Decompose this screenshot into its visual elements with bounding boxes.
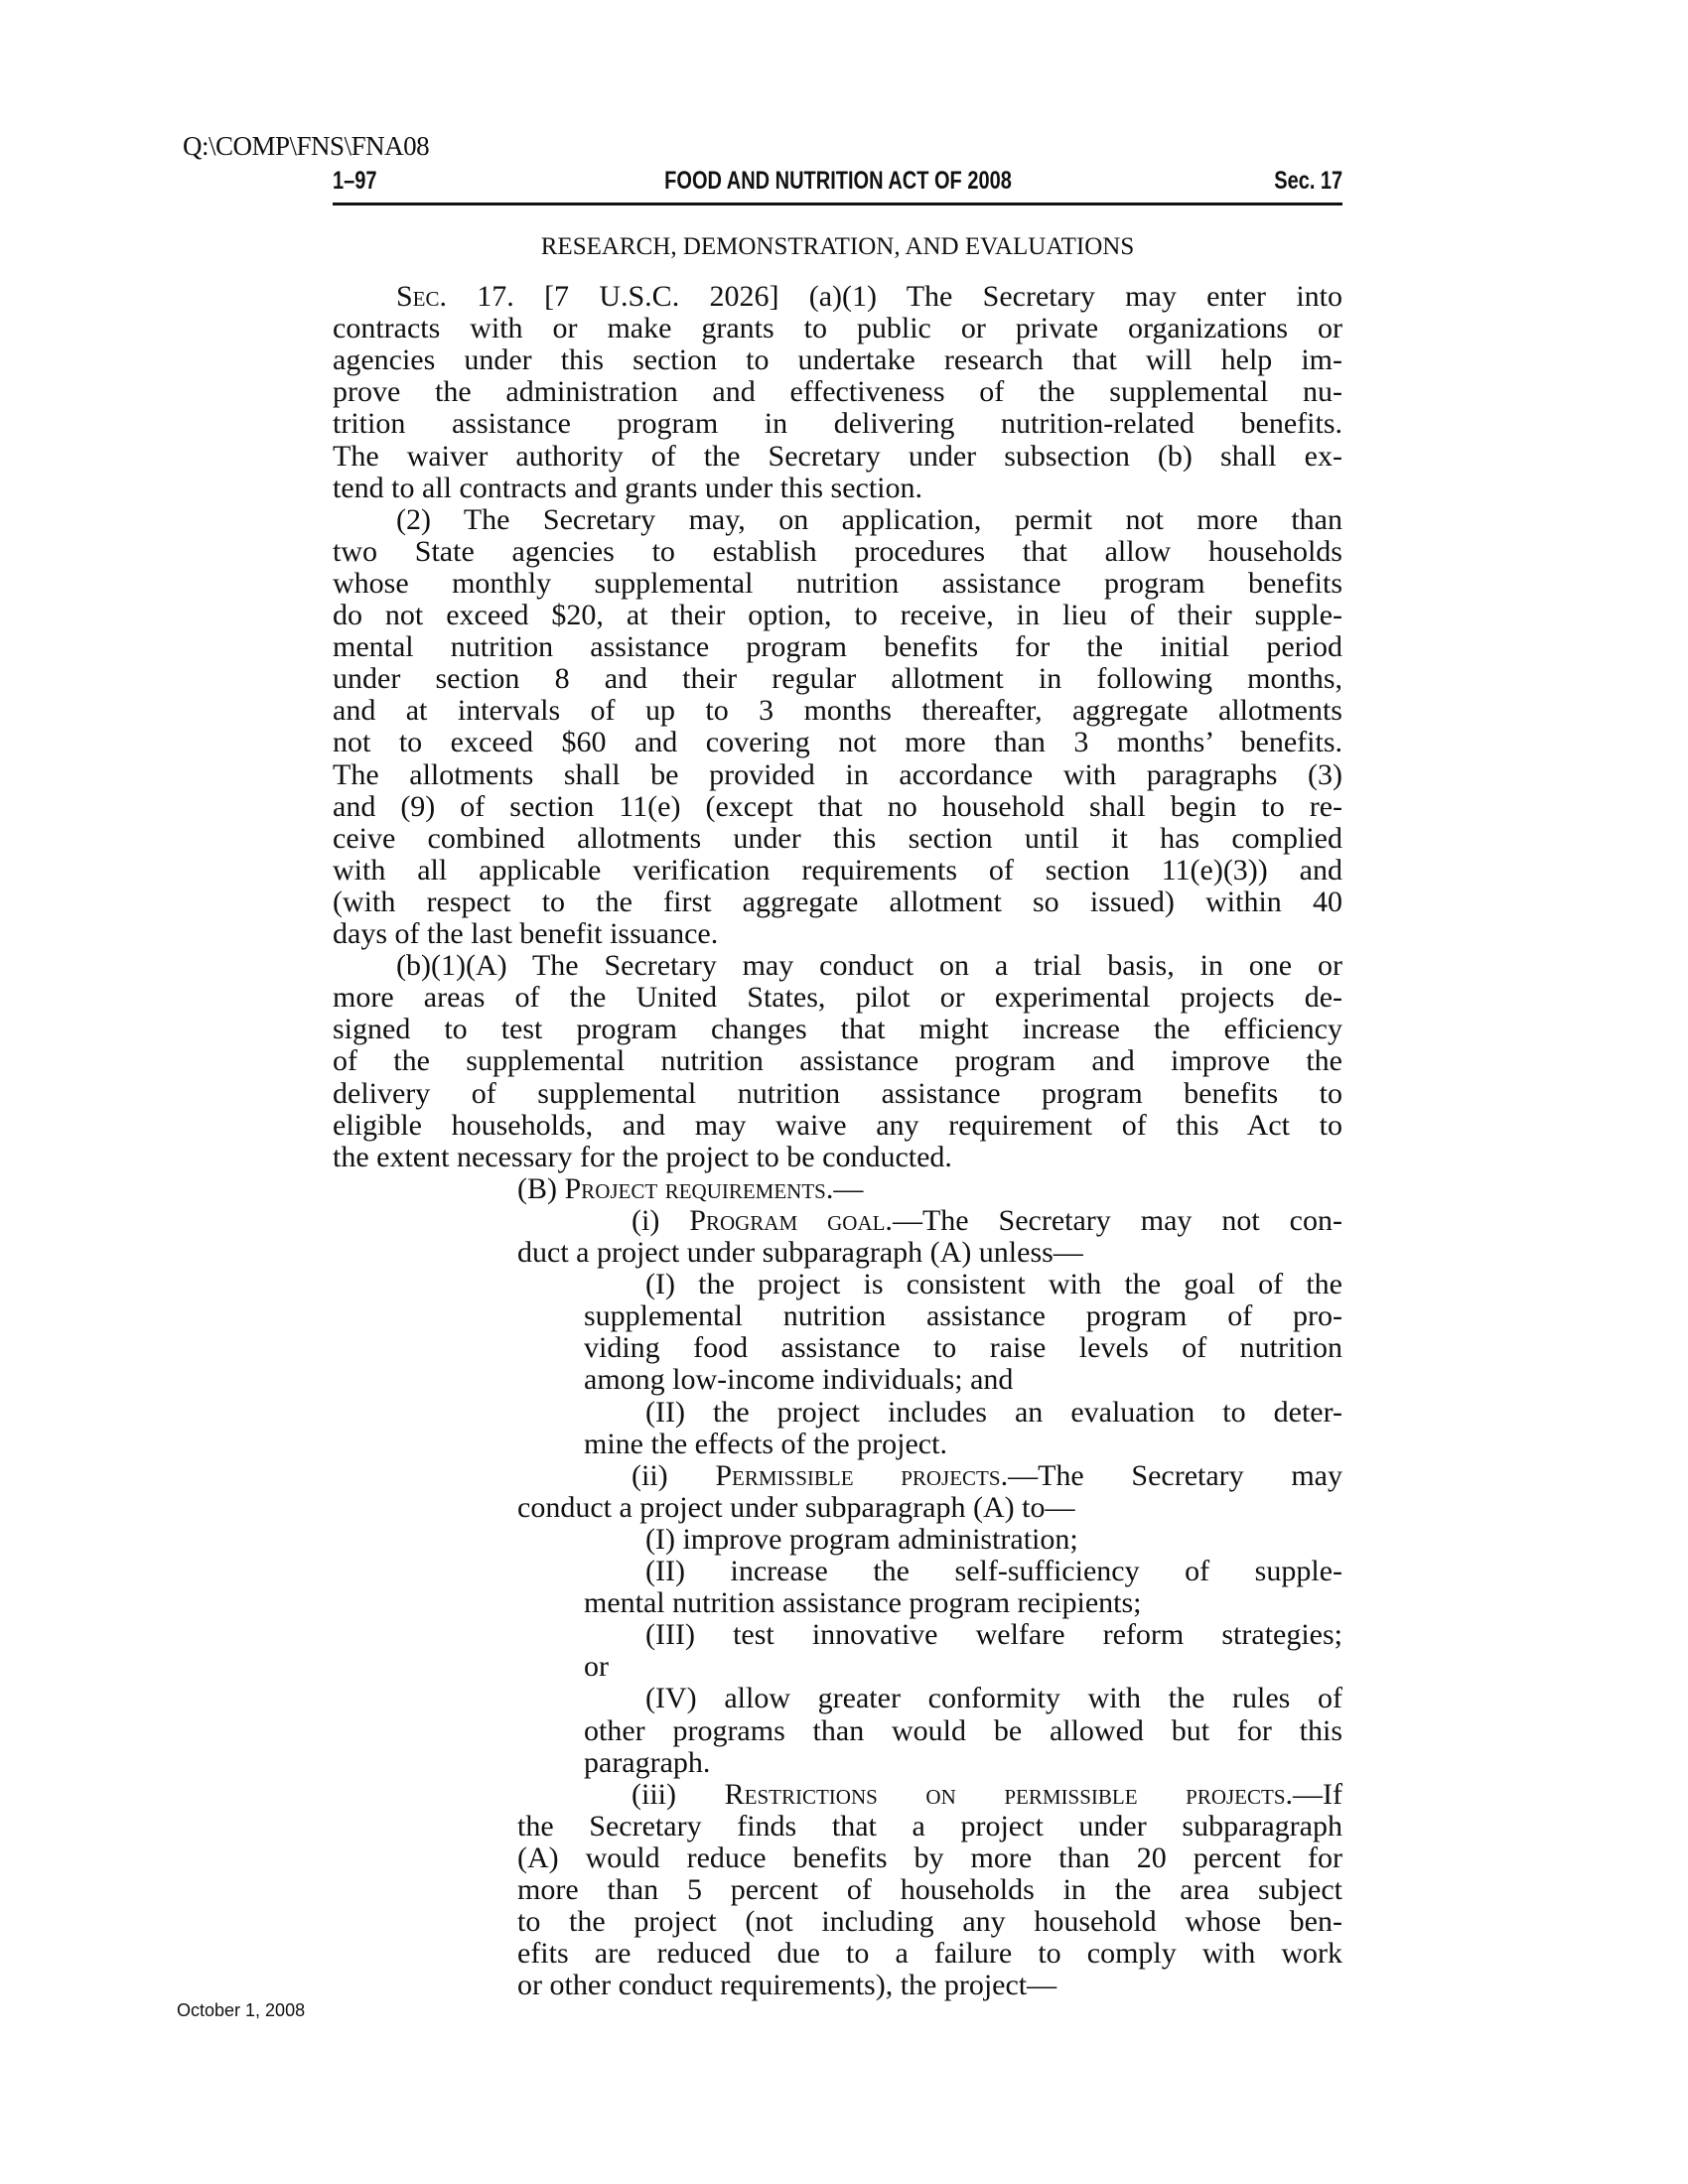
page-number: 1–97 xyxy=(333,167,377,195)
line-text: —If xyxy=(1293,1777,1342,1811)
line-text: —The Secretary may not con- xyxy=(892,1203,1342,1237)
line-text: supplemental nutrition assistance program of pro- xyxy=(584,1299,1342,1333)
line-text: (III) test innovative welfare reform strategies; xyxy=(645,1618,1342,1652)
line-text: conduct a project under subparagraph (A) to— xyxy=(517,1490,1075,1524)
text-line xyxy=(645,1524,1342,1556)
line-text: to the project (not including any household whose ben- xyxy=(517,1905,1342,1939)
text-line xyxy=(645,1683,1342,1714)
text-line xyxy=(584,1300,1342,1332)
text-line xyxy=(333,631,1342,663)
line-text: not to exceed $60 and covering not more than 3 months’ benefits. xyxy=(333,726,1342,759)
text-line xyxy=(333,408,1342,440)
small-caps-heading: Sec. xyxy=(396,280,448,313)
small-caps-heading: Permissible projects. xyxy=(715,1458,1009,1492)
text-line xyxy=(645,1556,1342,1587)
line-text: of the supplemental nutrition assistance program and improve the xyxy=(333,1044,1342,1078)
line-text: 17. [7 U.S.C. 2026] (a)(1) The Secretary may enter into xyxy=(447,280,1342,313)
text-line xyxy=(333,663,1342,695)
line-text: (I) the project is consistent with the goal of the xyxy=(645,1268,1342,1301)
text-line xyxy=(632,1779,1342,1811)
line-text: mine the effects of the project. xyxy=(584,1427,947,1460)
line-text: — xyxy=(833,1171,864,1205)
text-line xyxy=(333,568,1342,600)
text-line xyxy=(333,982,1342,1014)
act-title: FOOD AND NUTRITION ACT OF 2008 xyxy=(663,167,1012,195)
text-line xyxy=(632,1460,1342,1492)
line-text: (A) would reduce benefits by more than 20 percent for xyxy=(517,1841,1342,1874)
line-text: ceive combined allotments under this section until it has complied xyxy=(333,821,1342,855)
text-line xyxy=(517,1811,1342,1843)
text-line xyxy=(645,1269,1342,1300)
line-text: efits are reduced due to a failure to comply with work xyxy=(517,1937,1342,1971)
text-line xyxy=(396,281,1342,313)
text-line xyxy=(645,1619,1342,1651)
line-text: (IV) allow greater conformity with the rules of xyxy=(645,1682,1342,1715)
line-text: —The Secretary may xyxy=(1008,1458,1342,1492)
line-text: or xyxy=(584,1650,609,1684)
text-line xyxy=(333,855,1342,887)
text-line xyxy=(333,887,1342,918)
line-text: (ii) xyxy=(632,1458,716,1492)
line-text: more areas of the United States, pilot or experimental projects de- xyxy=(333,981,1342,1015)
text-line xyxy=(517,1938,1342,1970)
line-text: days of the last benefit issuance. xyxy=(333,917,719,950)
line-text: signed to test program changes that might increase the efficiency xyxy=(333,1013,1342,1046)
line-text: agencies under this section to undertake research that will help im- xyxy=(333,343,1342,377)
text-line xyxy=(333,823,1342,855)
text-line xyxy=(517,1874,1342,1906)
file-path: Q:\COMP\FNS\FNA08 xyxy=(183,131,430,161)
line-text: prove the administration and effectiveness of the supplemental nu- xyxy=(333,375,1342,409)
text-line xyxy=(517,1237,1342,1269)
text-line xyxy=(333,536,1342,568)
header-rule xyxy=(333,203,1342,205)
text-line xyxy=(645,1397,1342,1429)
text-line xyxy=(333,344,1342,376)
text-line xyxy=(333,695,1342,727)
line-text: eligible households, and may waive any requirement of this Act to xyxy=(333,1108,1342,1142)
line-text: trition assistance program in delivering nutrition-related benefits. xyxy=(333,407,1342,441)
text-line xyxy=(333,441,1342,473)
text-line xyxy=(333,1078,1342,1110)
line-text: (I) improve program administration; xyxy=(645,1522,1078,1556)
small-caps-heading: Restrictions on permissible projects. xyxy=(724,1777,1294,1811)
line-text: (II) increase the self-sufficiency of supple- xyxy=(645,1555,1342,1587)
text-line xyxy=(517,1843,1342,1874)
line-text: do not exceed $20, at their option, to receive, in lieu of their supple- xyxy=(333,599,1342,631)
line-text: with all applicable verification requirements of section 11(e)(3)) and xyxy=(333,853,1342,887)
text-line xyxy=(333,600,1342,631)
line-text: more than 5 percent of households in the area subject xyxy=(517,1873,1342,1906)
text-line xyxy=(333,1014,1342,1045)
line-text: (i) xyxy=(632,1203,690,1237)
line-text: The waiver authority of the Secretary under subsection (b) shall ex- xyxy=(333,439,1342,473)
line-text: under section 8 and their regular allotment in following months, xyxy=(333,662,1342,696)
line-text: duct a project under subparagraph (A) unless— xyxy=(517,1236,1083,1269)
section-heading: RESEARCH, DEMONSTRATION, AND EVALUATIONS xyxy=(540,233,1135,260)
text-line xyxy=(584,1429,1342,1460)
text-line xyxy=(333,759,1342,791)
text-line xyxy=(333,1110,1342,1142)
text-line xyxy=(517,1492,1342,1524)
text-line xyxy=(333,313,1342,344)
footer-date: October 1, 2008 xyxy=(177,2000,306,2020)
text-line xyxy=(396,504,1342,536)
line-text: (with respect to the first aggregate allotment so issued) within 40 xyxy=(333,885,1342,918)
line-text: or other conduct requirements), the project— xyxy=(517,1969,1057,2002)
line-text: mental nutrition assistance program benefits for the initial period xyxy=(333,630,1342,664)
text-line xyxy=(333,727,1342,758)
line-text: (2) The Secretary may, on application, permit not more than xyxy=(396,502,1342,536)
text-line xyxy=(584,1332,1342,1364)
line-text: among low-income individuals; and xyxy=(584,1363,1014,1397)
text-line xyxy=(333,376,1342,408)
line-text: other programs than would be allowed but for this xyxy=(584,1713,1342,1747)
line-text: (B) xyxy=(517,1171,565,1205)
line-text: and at intervals of up to 3 months thereafter, aggregate allotments xyxy=(333,694,1342,728)
text-line xyxy=(584,1587,1342,1619)
small-caps-heading: Project requirements. xyxy=(564,1171,834,1205)
line-text: the Secretary finds that a project under subparagraph xyxy=(517,1809,1342,1843)
text-line xyxy=(517,1906,1342,1938)
line-text: (b)(1)(A) The Secretary may conduct on a trial basis, in one or xyxy=(396,949,1342,983)
text-line xyxy=(584,1651,1342,1683)
line-text: paragraph. xyxy=(584,1745,711,1779)
line-text: viding food assistance to raise levels of nutrition xyxy=(584,1331,1342,1365)
text-line xyxy=(333,473,1342,504)
small-caps-heading: Program goal. xyxy=(689,1203,893,1237)
line-text: (II) the project includes an evaluation to deter- xyxy=(645,1395,1342,1429)
line-text: whose monthly supplemental nutrition assistance program benefits xyxy=(333,566,1342,600)
section-number: Sec. 17 xyxy=(1274,167,1342,195)
text-line xyxy=(584,1747,1342,1779)
text-line xyxy=(584,1715,1342,1747)
line-text: tend to all contracts and grants under this section. xyxy=(333,471,923,504)
line-text: and (9) of section 11(e) (except that no household shall begin to re- xyxy=(333,789,1342,823)
line-text: the extent necessary for the project to be conducted. xyxy=(333,1140,952,1173)
text-line xyxy=(517,1173,1342,1205)
text-line xyxy=(396,950,1342,982)
text-line xyxy=(333,1045,1342,1077)
text-line xyxy=(632,1205,1342,1237)
line-text: mental nutrition assistance program recipients; xyxy=(584,1586,1142,1620)
line-text: (iii) xyxy=(632,1777,725,1811)
line-text: two State agencies to establish procedures that allow households xyxy=(333,534,1342,568)
line-text: contracts with or make grants to public or private organizations or xyxy=(333,312,1342,345)
line-text: delivery of supplemental nutrition assistance program benefits to xyxy=(333,1076,1342,1110)
text-line xyxy=(584,1364,1342,1396)
text-line xyxy=(333,1142,1342,1173)
text-line xyxy=(333,918,1342,950)
line-text: The allotments shall be provided in accordance with paragraphs (3) xyxy=(333,757,1342,791)
text-line xyxy=(333,791,1342,823)
running-header xyxy=(333,167,1342,201)
text-line xyxy=(517,1970,1342,2001)
